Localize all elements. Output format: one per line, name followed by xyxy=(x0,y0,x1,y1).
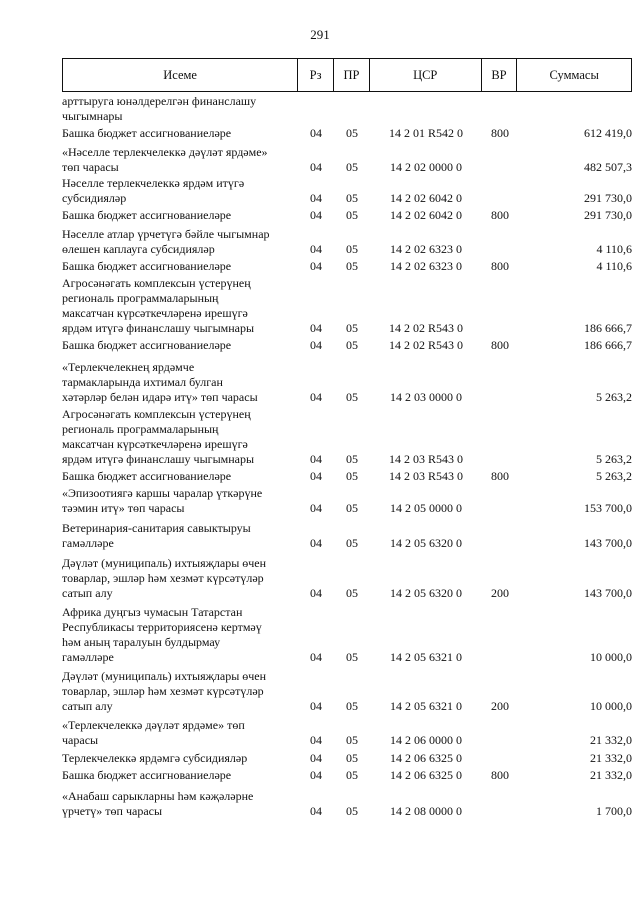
header-vr: ВР xyxy=(482,59,518,91)
cell-csr: 14 2 06 0000 0 xyxy=(390,733,462,747)
cell-name: «Эпизоотиягә каршы чаралар үткәрүне тәэмин итү» төп чарасы xyxy=(62,486,263,515)
table-row xyxy=(62,766,632,783)
cell-sum: 10 000,0 xyxy=(590,699,632,713)
cell-csr: 14 2 02 6042 0 xyxy=(390,191,462,205)
cell-pr: 05 xyxy=(346,259,358,273)
cell-rz: 04 xyxy=(310,650,322,664)
cell-pr: 05 xyxy=(346,501,358,515)
cell-rz: 04 xyxy=(310,338,322,352)
cell-name: Нәселле атлар үрчетүгә бәйле чыгымнар өлешен каплауга субсидияләр xyxy=(62,227,270,256)
cell-vr: 800 xyxy=(491,469,509,483)
cell-rz: 04 xyxy=(310,126,322,140)
cell-rz: 04 xyxy=(310,242,322,256)
table-row xyxy=(62,601,632,665)
cell-vr: 800 xyxy=(491,768,509,782)
cell-rz: 04 xyxy=(310,501,322,515)
cell-csr: 14 2 03 R543 0 xyxy=(388,452,463,466)
cell-csr: 14 2 02 6323 0 xyxy=(390,259,462,273)
table-row xyxy=(62,336,632,353)
cell-name: Нәселле терлекчелеккә ярдәм итүгә субсидияләр xyxy=(62,176,245,205)
cell-rz: 04 xyxy=(310,733,322,747)
cell-pr: 05 xyxy=(346,390,358,404)
table-row xyxy=(62,141,632,175)
table-row xyxy=(62,124,632,141)
cell-sum: 21 332,0 xyxy=(590,768,632,782)
cell-rz: 04 xyxy=(310,751,322,765)
cell-csr: 14 2 02 6042 0 xyxy=(390,208,462,222)
cell-pr: 05 xyxy=(346,768,358,782)
table-row xyxy=(62,274,632,336)
cell-csr: 14 2 03 0000 0 xyxy=(390,390,462,404)
cell-vr: 800 xyxy=(491,126,509,140)
cell-pr: 05 xyxy=(346,650,358,664)
cell-pr: 05 xyxy=(346,699,358,713)
cell-vr: 800 xyxy=(491,338,509,352)
cell-rz: 04 xyxy=(310,699,322,713)
cell-sum: 5 263,2 xyxy=(596,390,632,404)
cell-rz: 04 xyxy=(310,191,322,205)
cell-name: Башка бюджет ассигнованиеләре xyxy=(62,208,232,222)
cell-vr: 800 xyxy=(491,259,509,273)
table-row xyxy=(62,405,632,467)
cell-csr: 14 2 05 6320 0 xyxy=(390,536,462,550)
cell-sum: 21 332,0 xyxy=(590,751,632,765)
table-row xyxy=(62,94,632,124)
cell-name: Агросәнәгать комплексын үстерүнең региональ программаларының максатчан күрсәткечләренә ирешүгә ярдәм итүгә финанслашу чыгымнары xyxy=(62,407,255,466)
cell-pr: 05 xyxy=(346,804,358,818)
cell-name: Башка бюджет ассигнованиеләре xyxy=(62,259,232,273)
cell-name: «Терлекчелекнең ярдәмче тармакларында ихтимал булган хәтәрләр белән идарә итү» төп чарасы xyxy=(62,360,258,404)
cell-csr: 14 2 08 0000 0 xyxy=(390,804,462,818)
cell-csr: 14 2 02 6323 0 xyxy=(390,242,462,256)
table-header xyxy=(62,58,632,92)
cell-name: «Нәселле терлекчелеккә дәүләт ярдәме» төп чарасы xyxy=(62,145,268,174)
cell-rz: 04 xyxy=(310,208,322,222)
cell-name: Дәүләт (муниципаль) ихтыяҗлары өчен товарлар, эшләр һәм хезмәт күрсәтүләр сатып алу xyxy=(62,556,267,600)
cell-pr: 05 xyxy=(346,321,358,335)
cell-name: «Анабаш сарыкларны һәм кәҗәләрне үрчетү» төп чарасы xyxy=(62,789,254,818)
table-row xyxy=(62,223,632,257)
header-name: Исеме xyxy=(63,59,298,91)
header-csr: ЦСР xyxy=(370,59,482,91)
cell-sum: 21 332,0 xyxy=(590,733,632,747)
cell-sum: 482 507,3 xyxy=(584,160,632,174)
cell-pr: 05 xyxy=(346,338,358,352)
cell-csr: 14 2 05 6320 0 xyxy=(390,586,462,600)
cell-vr: 200 xyxy=(491,586,509,600)
cell-pr: 05 xyxy=(346,452,358,466)
cell-csr: 14 2 02 0000 0 xyxy=(390,160,462,174)
cell-pr: 05 xyxy=(346,536,358,550)
cell-sum: 10 000,0 xyxy=(590,650,632,664)
cell-pr: 05 xyxy=(346,469,358,483)
cell-sum: 291 730,0 xyxy=(584,208,632,222)
cell-vr: 800 xyxy=(491,208,509,222)
cell-sum: 4 110,6 xyxy=(596,259,632,273)
cell-name: Башка бюджет ассигнованиеләре xyxy=(62,469,232,483)
cell-name: Дәүләт (муниципаль) ихтыяҗлары өчен товарлар, эшләр һәм хезмәт күрсәтүләр сатып алу xyxy=(62,669,267,713)
cell-rz: 04 xyxy=(310,469,322,483)
cell-rz: 04 xyxy=(310,259,322,273)
cell-name: Башка бюджет ассигнованиеләре xyxy=(62,768,232,782)
cell-sum: 5 263,2 xyxy=(596,452,632,466)
cell-csr: 14 2 05 0000 0 xyxy=(390,501,462,515)
cell-csr: 14 2 01 R542 0 xyxy=(388,126,463,140)
table-row xyxy=(62,484,632,516)
cell-sum: 153 700,0 xyxy=(584,501,632,515)
cell-pr: 05 xyxy=(346,126,358,140)
cell-sum: 612 419,0 xyxy=(584,126,632,140)
cell-rz: 04 xyxy=(310,804,322,818)
cell-name: Башка бюджет ассигнованиеләре xyxy=(62,338,232,352)
cell-pr: 05 xyxy=(346,208,358,222)
cell-sum: 186 666,7 xyxy=(584,338,632,352)
cell-pr: 05 xyxy=(346,160,358,174)
cell-sum: 5 263,2 xyxy=(596,469,632,483)
cell-name: Агросәнәгать комплексын үстерүнең региональ программаларының максатчан күрсәткечләренә ирешүгә ярдәм итүгә финанслашу чыгымнары xyxy=(62,276,255,335)
cell-sum: 1 700,0 xyxy=(596,804,632,818)
cell-rz: 04 xyxy=(310,586,322,600)
cell-pr: 05 xyxy=(346,191,358,205)
cell-rz: 04 xyxy=(310,452,322,466)
table-row xyxy=(62,748,632,766)
cell-sum: 143 700,0 xyxy=(584,586,632,600)
cell-rz: 04 xyxy=(310,390,322,404)
table-row xyxy=(62,206,632,223)
cell-csr: 14 2 06 6325 0 xyxy=(390,751,462,765)
cell-sum: 186 666,7 xyxy=(584,321,632,335)
cell-sum: 4 110,6 xyxy=(596,242,632,256)
cell-name: «Терлекчелеккә дәүләт ярдәме» төп чарасы xyxy=(62,718,245,747)
budget-table-body xyxy=(62,94,632,819)
page-number: 291 xyxy=(310,27,330,42)
cell-csr: 14 2 05 6321 0 xyxy=(390,650,462,664)
header-rz: Рз xyxy=(298,59,334,91)
cell-csr: 14 2 02 R543 0 xyxy=(388,321,463,335)
table-row xyxy=(62,516,632,551)
table-row xyxy=(62,257,632,274)
cell-sum: 291 730,0 xyxy=(584,191,632,205)
cell-rz: 04 xyxy=(310,768,322,782)
cell-vr: 200 xyxy=(491,699,509,713)
table-row xyxy=(62,353,632,405)
table-row xyxy=(62,714,632,748)
cell-pr: 05 xyxy=(346,242,358,256)
table-row xyxy=(62,467,632,484)
cell-name: Ветеринария-санитария савыктыруы гамәлләре xyxy=(62,521,251,550)
cell-pr: 05 xyxy=(346,751,358,765)
cell-sum: 143 700,0 xyxy=(584,536,632,550)
cell-rz: 04 xyxy=(310,536,322,550)
table-row xyxy=(62,665,632,714)
cell-rz: 04 xyxy=(310,160,322,174)
cell-name: арттыруга юнәлдерелгән финанслашу чыгымнары xyxy=(62,94,257,123)
cell-csr: 14 2 02 R543 0 xyxy=(388,338,463,352)
table-row xyxy=(62,175,632,206)
cell-pr: 05 xyxy=(346,733,358,747)
table-row xyxy=(62,783,632,819)
cell-name: Башка бюджет ассигнованиеләре xyxy=(62,126,232,140)
cell-rz: 04 xyxy=(310,321,322,335)
cell-pr: 05 xyxy=(346,586,358,600)
cell-csr: 14 2 05 6321 0 xyxy=(390,699,462,713)
cell-csr: 14 2 06 6325 0 xyxy=(390,768,462,782)
cell-name: Африка дуңгыз чумасын Татарстан Республикасы территориясенә кертмәү һәм аның таралуын булдырмау гамәлләре xyxy=(62,605,262,664)
cell-name: Терлекчелеккә ярдәмгә субсидияләр xyxy=(62,751,248,765)
header-sum: Суммасы xyxy=(549,67,599,82)
table-row xyxy=(62,551,632,601)
header-pr: ПР xyxy=(334,59,370,91)
cell-csr: 14 2 03 R543 0 xyxy=(388,469,463,483)
